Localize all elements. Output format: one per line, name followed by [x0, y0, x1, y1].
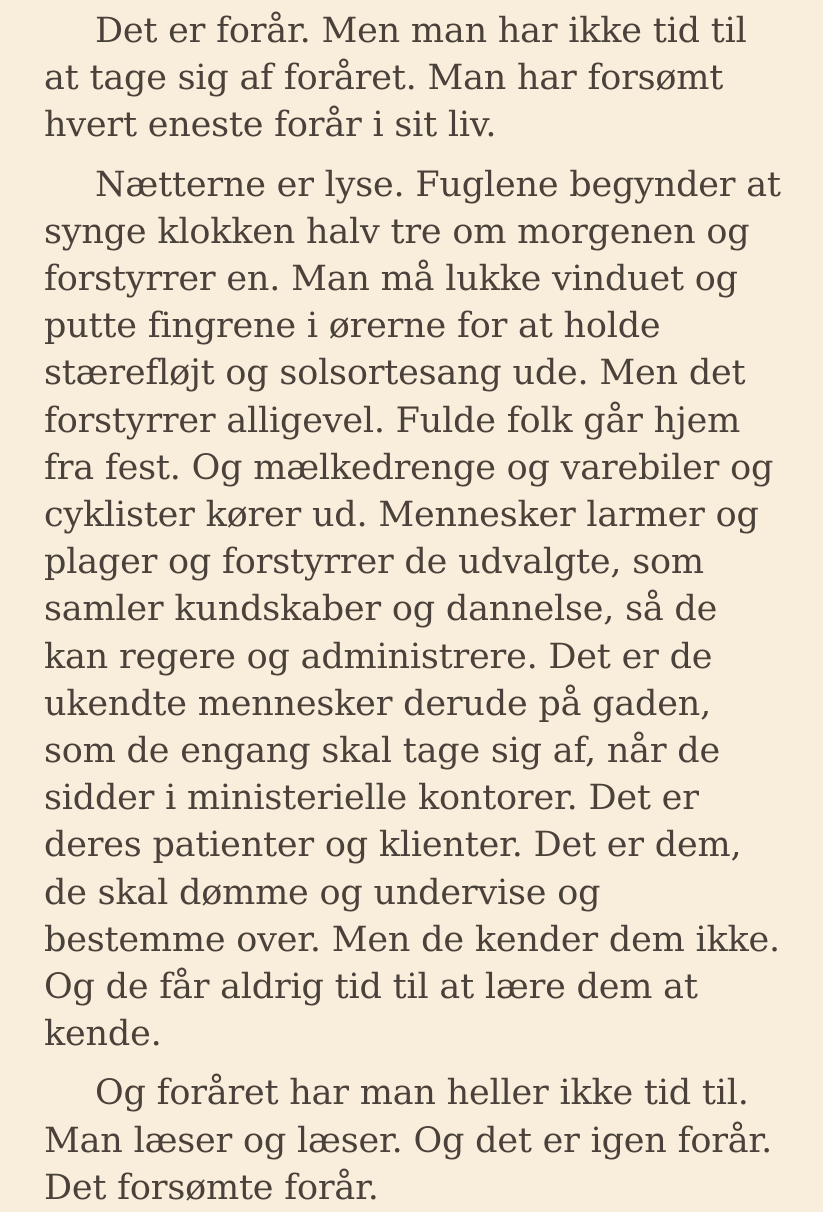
paragraph-2: Nætterne er lyse. Fuglene begynder at synge klokken halv tre om morgenen og forstyrrer en. Man må lukke vinduet og putte fingrene i ørerne for at holde stærefløjt og solsortesang ude. Men det forstyrrer alligevel. Fulde folk går hjem fra fest. Og mælkedrenge og varebiler og cyklister kører ud. Mennesker larmer og plager og forstyrrer de udvalgte, som samler kundskaber og dannelse, så de kan regere og administrere. Det er de ukendte mennesker derude på gaden, som de engang skal tage sig af, når de sidder i ministerielle kontorer. Det er deres patienter og klienter. Det er dem, de skal dømme og undervise og bestemme over. Men de kender dem ikke. Og de får aldrig tid til at lære dem at kende.	[44, 164, 781, 1055]
paragraph-1: Det er forår. Men man har ikke tid til at tage sig af foråret. Man har forsømt hvert eneste forår i sit liv.	[44, 11, 747, 146]
paragraph-3: Og foråret har man heller ikke tid til. Man læser og læser. Og det er igen forår. Det forsømte forår.	[44, 1073, 773, 1208]
